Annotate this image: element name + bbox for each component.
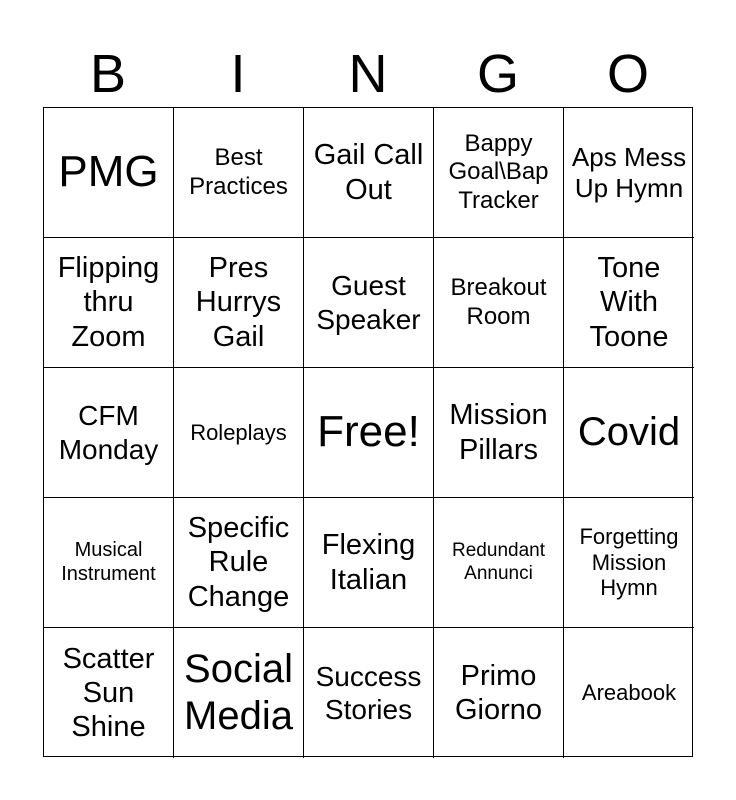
- bingo-cell[interactable]: CFM Monday: [44, 368, 174, 498]
- free-space-cell[interactable]: Free!: [304, 368, 434, 498]
- bingo-cell[interactable]: Guest Speaker: [304, 238, 434, 368]
- bingo-grid: [43, 107, 693, 757]
- bingo-cell[interactable]: Areabook: [581, 680, 677, 706]
- bingo-cell[interactable]: Bappy Goal\Bap Tracker: [434, 108, 564, 238]
- bingo-cell[interactable]: Aps Mess Up Hymn: [564, 108, 694, 238]
- header-letter-o: O: [606, 44, 649, 104]
- header-letter-g: G: [476, 44, 519, 104]
- bingo-cell[interactable]: Gail Call Out: [304, 108, 434, 238]
- bingo-cell[interactable]: Covid: [564, 368, 694, 498]
- bingo-cell[interactable]: Specific Rule Change: [174, 498, 304, 628]
- bingo-cell[interactable]: Social Media: [174, 628, 304, 758]
- bingo-cell[interactable]: Primo Giorno: [434, 628, 564, 758]
- bingo-cell[interactable]: Musical Instrument: [44, 498, 174, 628]
- bingo-header: [43, 40, 693, 108]
- bingo-cell[interactable]: Scatter Sun Shine: [44, 628, 174, 758]
- bingo-cell[interactable]: Success Stories: [304, 628, 434, 758]
- bingo-cell[interactable]: Flexing Italian: [304, 498, 434, 628]
- bingo-cell[interactable]: Redundant Annunci: [434, 498, 564, 628]
- bingo-cell[interactable]: Best Practices: [174, 108, 304, 238]
- bingo-cell[interactable]: Breakout Room: [434, 238, 564, 368]
- header-letter-i: I: [230, 44, 246, 104]
- header-letter-n: N: [348, 44, 388, 104]
- bingo-cell[interactable]: Tone With Toone: [564, 238, 694, 368]
- bingo-cell[interactable]: PMG: [44, 108, 174, 238]
- bingo-cell[interactable]: Roleplays: [174, 368, 304, 498]
- bingo-cell[interactable]: Forgetting Mission Hymn: [564, 498, 694, 628]
- header-letter-b: B: [89, 44, 127, 104]
- bingo-cell[interactable]: Flipping thru Zoom: [44, 238, 174, 368]
- bingo-cell[interactable]: Mission Pillars: [434, 368, 564, 498]
- bingo-cell[interactable]: Pres Hurrys Gail: [174, 238, 304, 368]
